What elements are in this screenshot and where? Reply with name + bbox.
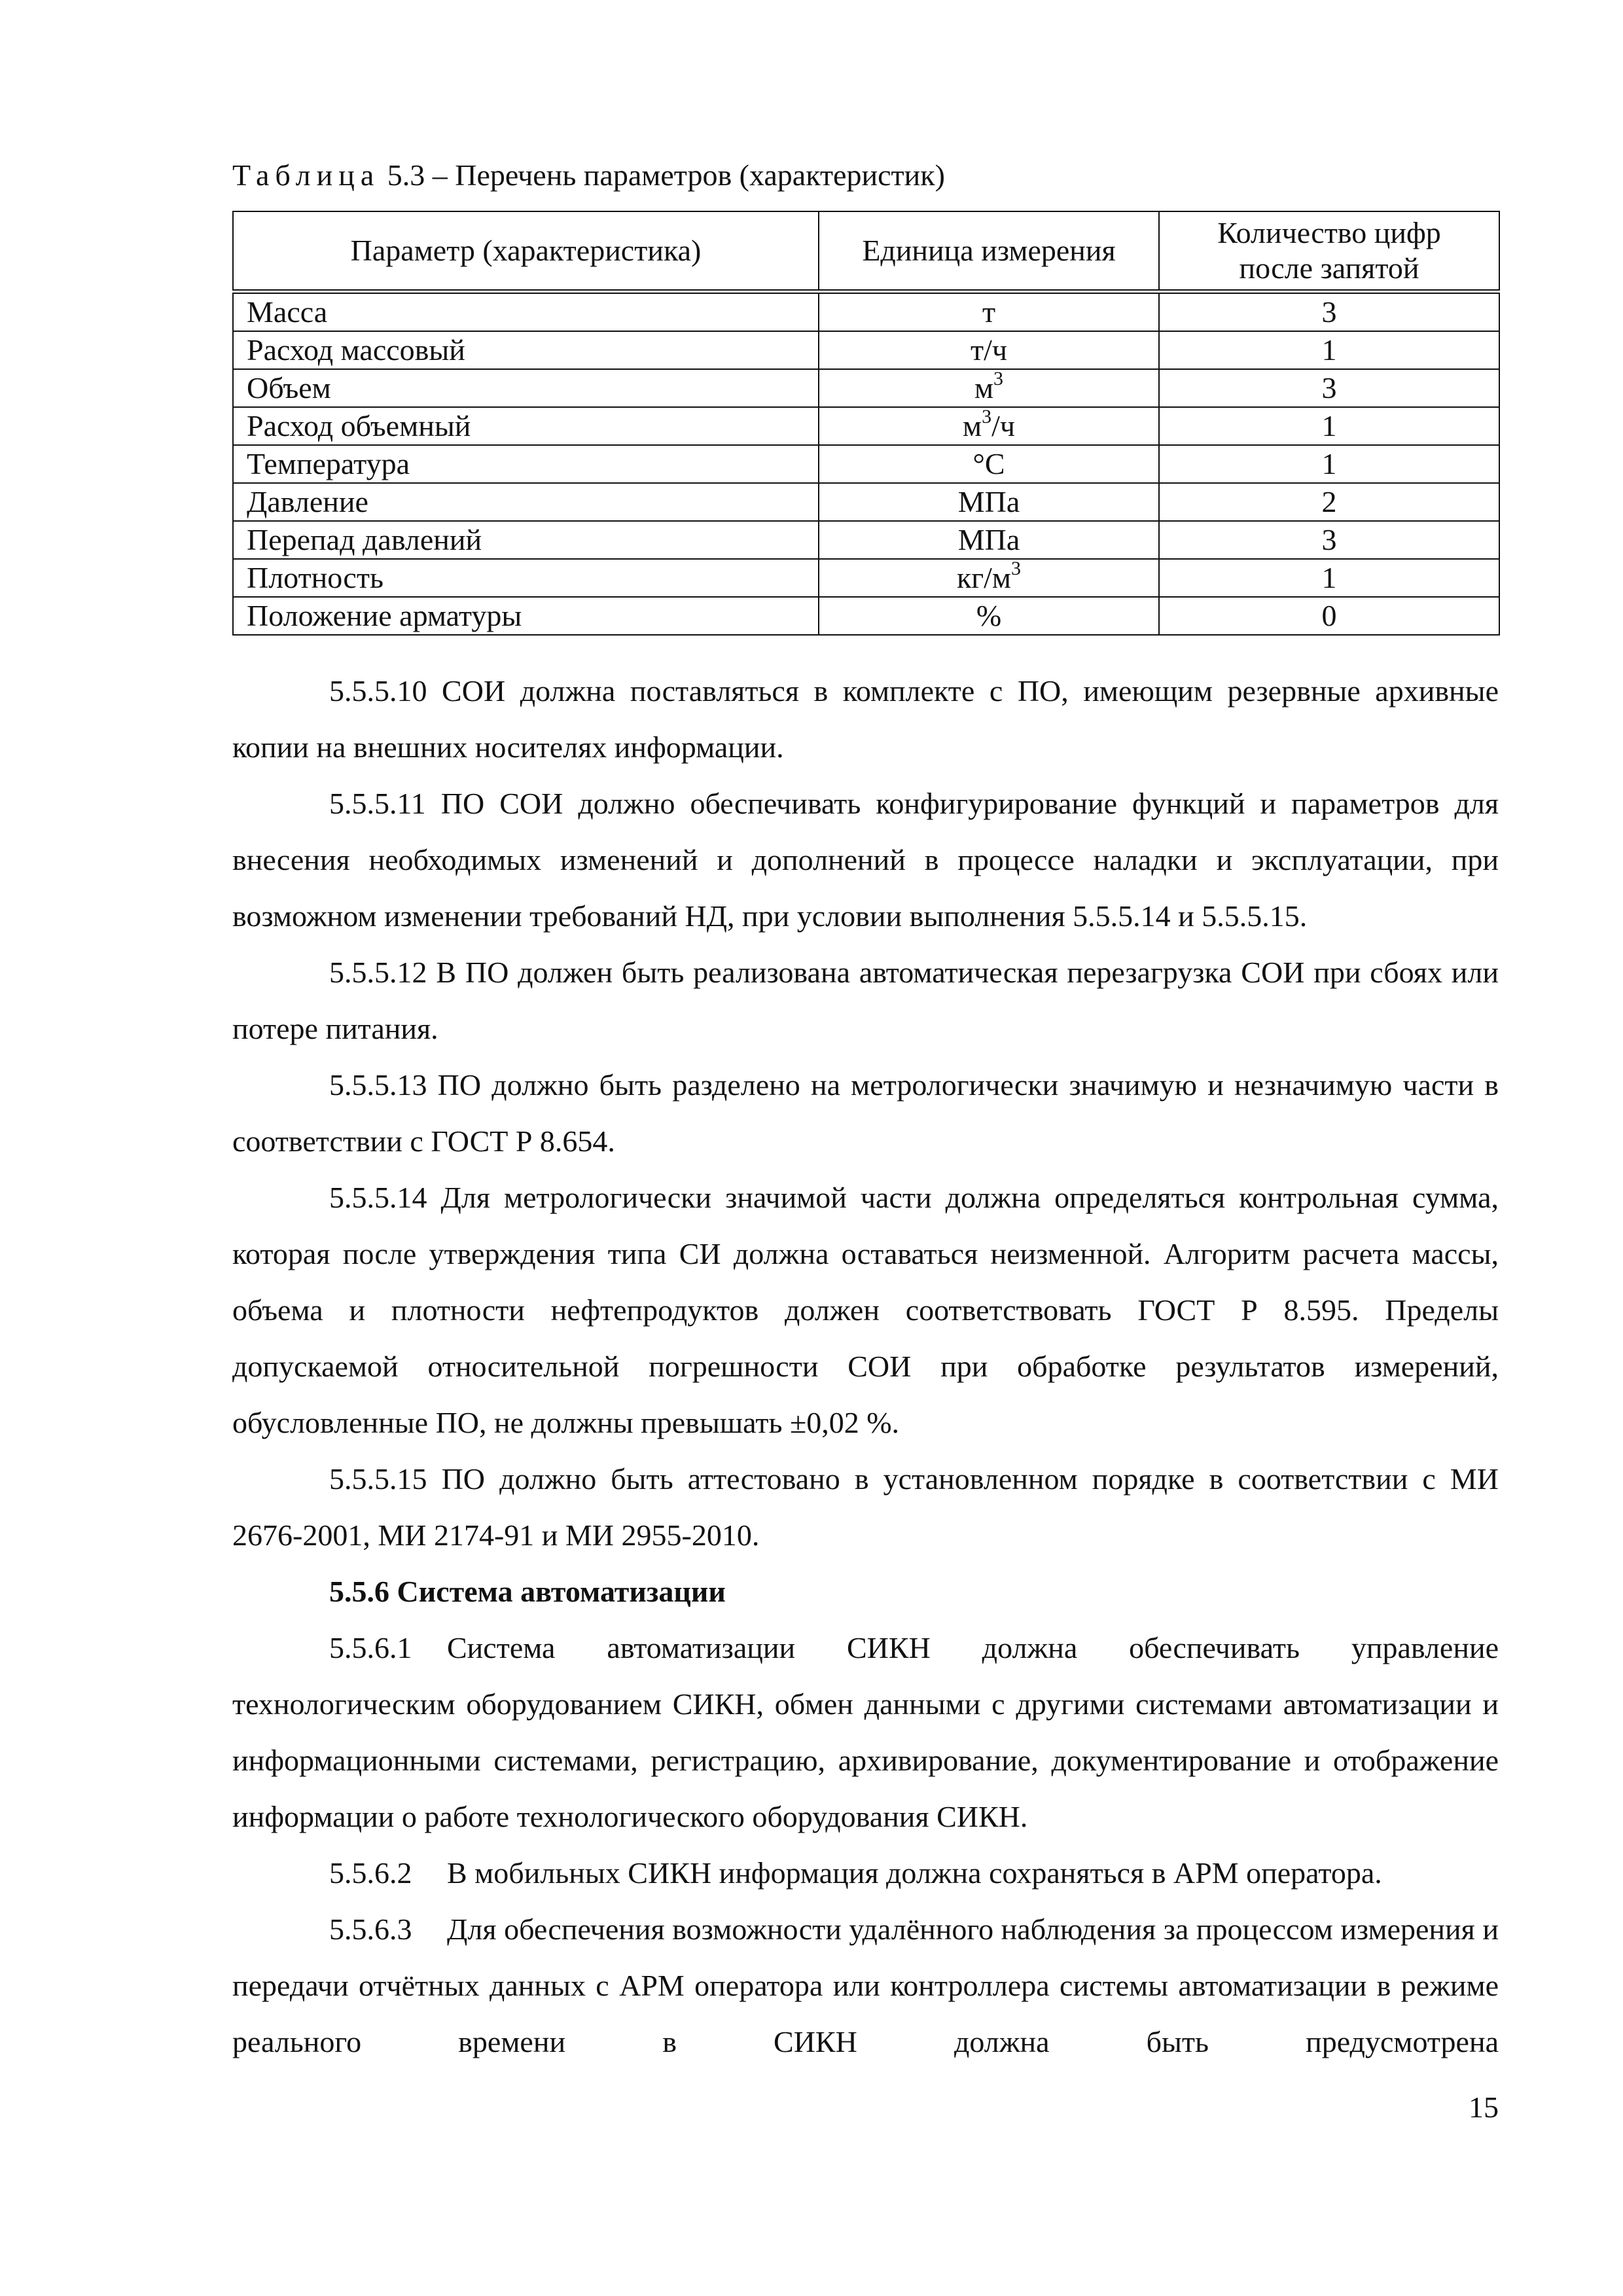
row-name: Расход массовый (233, 331, 819, 369)
unit-text: МПа (957, 523, 1020, 556)
row-unit (819, 521, 1159, 559)
row-digits: 3 (1159, 292, 1499, 332)
row-digits: 2 (1159, 483, 1499, 521)
row-digits: 1 (1159, 407, 1499, 445)
table-row (233, 597, 1499, 635)
body-text (232, 663, 1499, 2070)
row-digits: 1 (1159, 331, 1499, 369)
row-unit (819, 597, 1159, 635)
parameters-table (232, 211, 1500, 636)
row-unit (819, 559, 1159, 597)
paragraph-text: Для обеспечения возможности удалённого наблюдения за процессом измерения и передачи отчётных данных с АРМ оператора или контроллера системы автоматизации в режиме реального времени в СИКН должна быть предусмотрена (232, 1912, 1499, 2058)
unit-text: т (982, 295, 996, 329)
paragraph-number: 5.5.6.1 (329, 1631, 412, 1664)
table-row (233, 521, 1499, 559)
row-unit (819, 445, 1159, 483)
table-row (233, 369, 1499, 407)
row-name: Объем (233, 369, 819, 407)
paragraph-5-5-5-12: 5.5.5.12 В ПО должен быть реализована автоматическая перезагрузка СОИ при сбоях или потере питания. (232, 956, 1499, 1045)
unit-text: м (974, 371, 994, 404)
paragraph-5-5-5-11: 5.5.5.11 ПО СОИ должно обеспечивать конфигурирование функций и параметров для внесения необходимых изменений и дополнений в процессе наладки и эксплуатации, при возможном изменении требований НД, при условии выполнения 5.5.5.14 и 5.5.5.15. (232, 787, 1499, 933)
row-name: Масса (233, 292, 819, 332)
header-parameter: Параметр (характеристика) (233, 211, 819, 292)
unit-text: % (976, 599, 1002, 632)
table-row (233, 559, 1499, 597)
header-digits (1159, 211, 1499, 292)
page-number: 15 (1469, 2090, 1499, 2124)
unit-text: °С (972, 447, 1005, 480)
table-caption (232, 156, 945, 195)
unit-text: м (962, 409, 982, 442)
table-header-row (233, 211, 1499, 292)
row-name: Положение арматуры (233, 597, 819, 635)
header-unit: Единица измерения (819, 211, 1159, 292)
row-unit (819, 369, 1159, 407)
table-row (233, 407, 1499, 445)
paragraph-number: 5.5.6.3 (329, 1912, 412, 1946)
paragraph-number: 5.5.6.2 (329, 1856, 412, 1890)
table-row (233, 483, 1499, 521)
unit-tail: /ч (991, 409, 1016, 442)
header-digits-line2: после запятой (1239, 251, 1419, 285)
table-row (233, 331, 1499, 369)
unit-superscript: 3 (993, 367, 1004, 389)
paragraph-5-5-5-14: 5.5.5.14 Для метрологически значимой части должна определяться контрольная сумма, которая после утверждения типа СИ должна оставаться неизменной. Алгоритм расчета массы, объема и плотности нефтепродуктов должен соответствовать ГОСТ Р 8.595. Пределы допускаемой относительной погрешности СОИ при обработке результатов измерений, обусловленные ПО, не должны превышать ±0,02 %. (232, 1181, 1499, 1439)
paragraph-5-5-5-13: 5.5.5.13 ПО должно быть разделено на метрологически значимую и незначимую части в соответствии с ГОСТ Р 8.654. (232, 1068, 1499, 1158)
table-row (233, 292, 1499, 332)
row-unit (819, 483, 1159, 521)
row-digits: 1 (1159, 559, 1499, 597)
row-unit (819, 292, 1159, 332)
table-caption-text: 5.3 – Перечень параметров (характеристик) (387, 158, 945, 192)
header-digits-line1: Количество цифр (1217, 216, 1441, 249)
table-row (233, 445, 1499, 483)
row-digits: 3 (1159, 369, 1499, 407)
unit-text: т/ч (970, 333, 1008, 367)
row-name: Плотность (233, 559, 819, 597)
unit-superscript: 3 (982, 405, 992, 427)
row-unit (819, 331, 1159, 369)
row-digits: 1 (1159, 445, 1499, 483)
section-heading-5-5-6: 5.5.6 Система автоматизации (329, 1575, 726, 1608)
unit-superscript: 3 (1011, 557, 1022, 579)
document-page (232, 0, 1499, 2296)
paragraph-text: Система автоматизации СИКН должна обеспечивать управление технологическим оборудованием СИКН, обмен данными с другими системами автоматизации и информационными системами, регистрацию, архивирование, документирование и отображение информации о работе технологического оборудования СИКН. (232, 1631, 1499, 1833)
paragraph-5-5-5-15: 5.5.5.15 ПО должно быть аттестовано в установленном порядке в соответствии с МИ 2676-2001, МИ 2174-91 и МИ 2955-2010. (232, 1462, 1499, 1552)
row-digits: 3 (1159, 521, 1499, 559)
row-unit (819, 407, 1159, 445)
row-name: Температура (233, 445, 819, 483)
row-name: Давление (233, 483, 819, 521)
paragraph-5-5-6-3 (232, 1901, 1499, 2070)
paragraph-5-5-6-1 (232, 1620, 1499, 1845)
row-name: Перепад давлений (233, 521, 819, 559)
paragraph-5-5-6-2 (232, 1845, 1499, 1901)
table-caption-label: Таблица (232, 158, 380, 192)
paragraph-5-5-5-10: 5.5.5.10 СОИ должна поставляться в комплекте с ПО, имеющим резервные архивные копии на внешних носителях информации. (232, 674, 1499, 764)
unit-text: кг/м (956, 561, 1012, 594)
row-digits: 0 (1159, 597, 1499, 635)
paragraph-text: В мобильных СИКН информация должна сохраняться в АРМ оператора. (447, 1856, 1382, 1890)
unit-text: МПа (957, 485, 1020, 518)
row-name: Расход объемный (233, 407, 819, 445)
